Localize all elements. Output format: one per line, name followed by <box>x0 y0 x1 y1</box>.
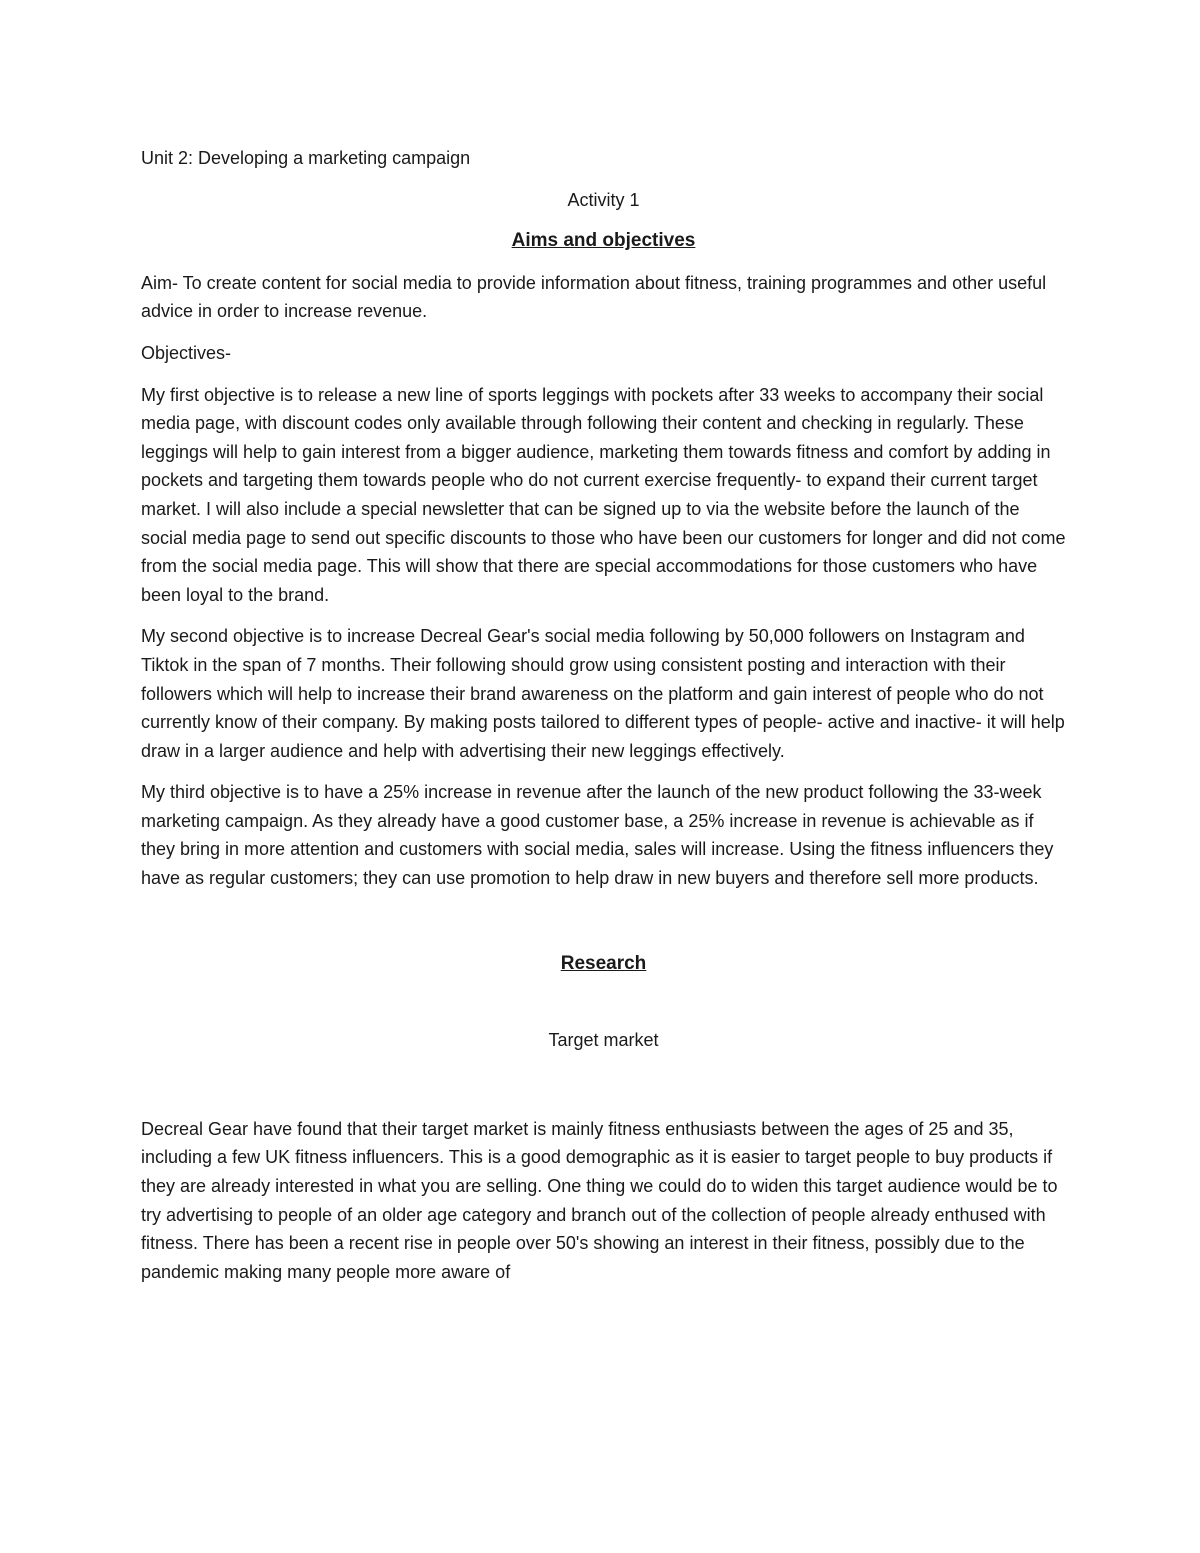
document-body <box>141 144 1066 1299</box>
target-market-label: Target market <box>548 1030 659 1051</box>
unit-title: Unit 2: Developing a marketing campaign <box>141 148 471 168</box>
research-heading: Research <box>560 952 647 974</box>
target-market-paragraph: Decreal Gear have found that their target market is mainly fitness enthusiasts between the ages of 25 and 35, including a few UK fitness influencers. This is a good demographic as it is easier to target people to buy products if they are already interested in what you are selling. One thing we could do to widen this target audience would be to try advertising to people of an older age category and branch out of the collection of people already enthused with fitness. There has been a recent rise in people over 50's showing an interest in their fitness, possibly due to the pandemic making many people more aware of <box>141 1118 1058 1282</box>
aim-paragraph: Aim- To create content for social media to provide information about fitness, training programmes and other useful advice in order to increase revenue. <box>141 272 1047 322</box>
objective-3-paragraph: My third objective is to have a 25% increase in revenue after the launch of the new product following the 33-week marketing campaign. As they already have a good customer base, a 25% increase in revenue is achievable as if they bring in more attention and customers with social media, sales will increase. Using the fitness influencers they have as regular customers; they can use promotion to help draw in new buyers and therefore sell more products. <box>141 782 1054 889</box>
objective-1-paragraph: My first objective is to release a new line of sports leggings with pockets after 33 weeks to accompany their social media page, with discount codes only available through following their content and checking in regularly. These leggings will help to gain interest from a bigger audience, marketing them towards fitness and comfort by adding in pockets and targeting them towards people who do not current exercise frequently- to expand their current target market. I will also include a special newsletter that can be signed up to via the website before the launch of the social media page to send out specific discounts to those who have been our customers for longer and did not come from the social media page. This will show that there are special accommodations for those customers who have been loyal to the brand. <box>141 384 1066 605</box>
activity-label: Activity 1 <box>567 189 640 210</box>
objectives-label: Objectives- <box>141 342 232 363</box>
objective-2-paragraph: My second objective is to increase Decreal Gear's social media following by 50,000 followers on Instagram and Tiktok in the span of 7 months. Their following should grow using consistent posting and interaction with their followers which will help to increase their brand awareness on the platform and gain interest of people who do not currently know of their company. By making posts tailored to different types of people- active and inactive- it will help draw in a larger audience and help with advertising their new leggings effectively. <box>141 626 1065 761</box>
aims-heading: Aims and objectives <box>511 230 696 252</box>
